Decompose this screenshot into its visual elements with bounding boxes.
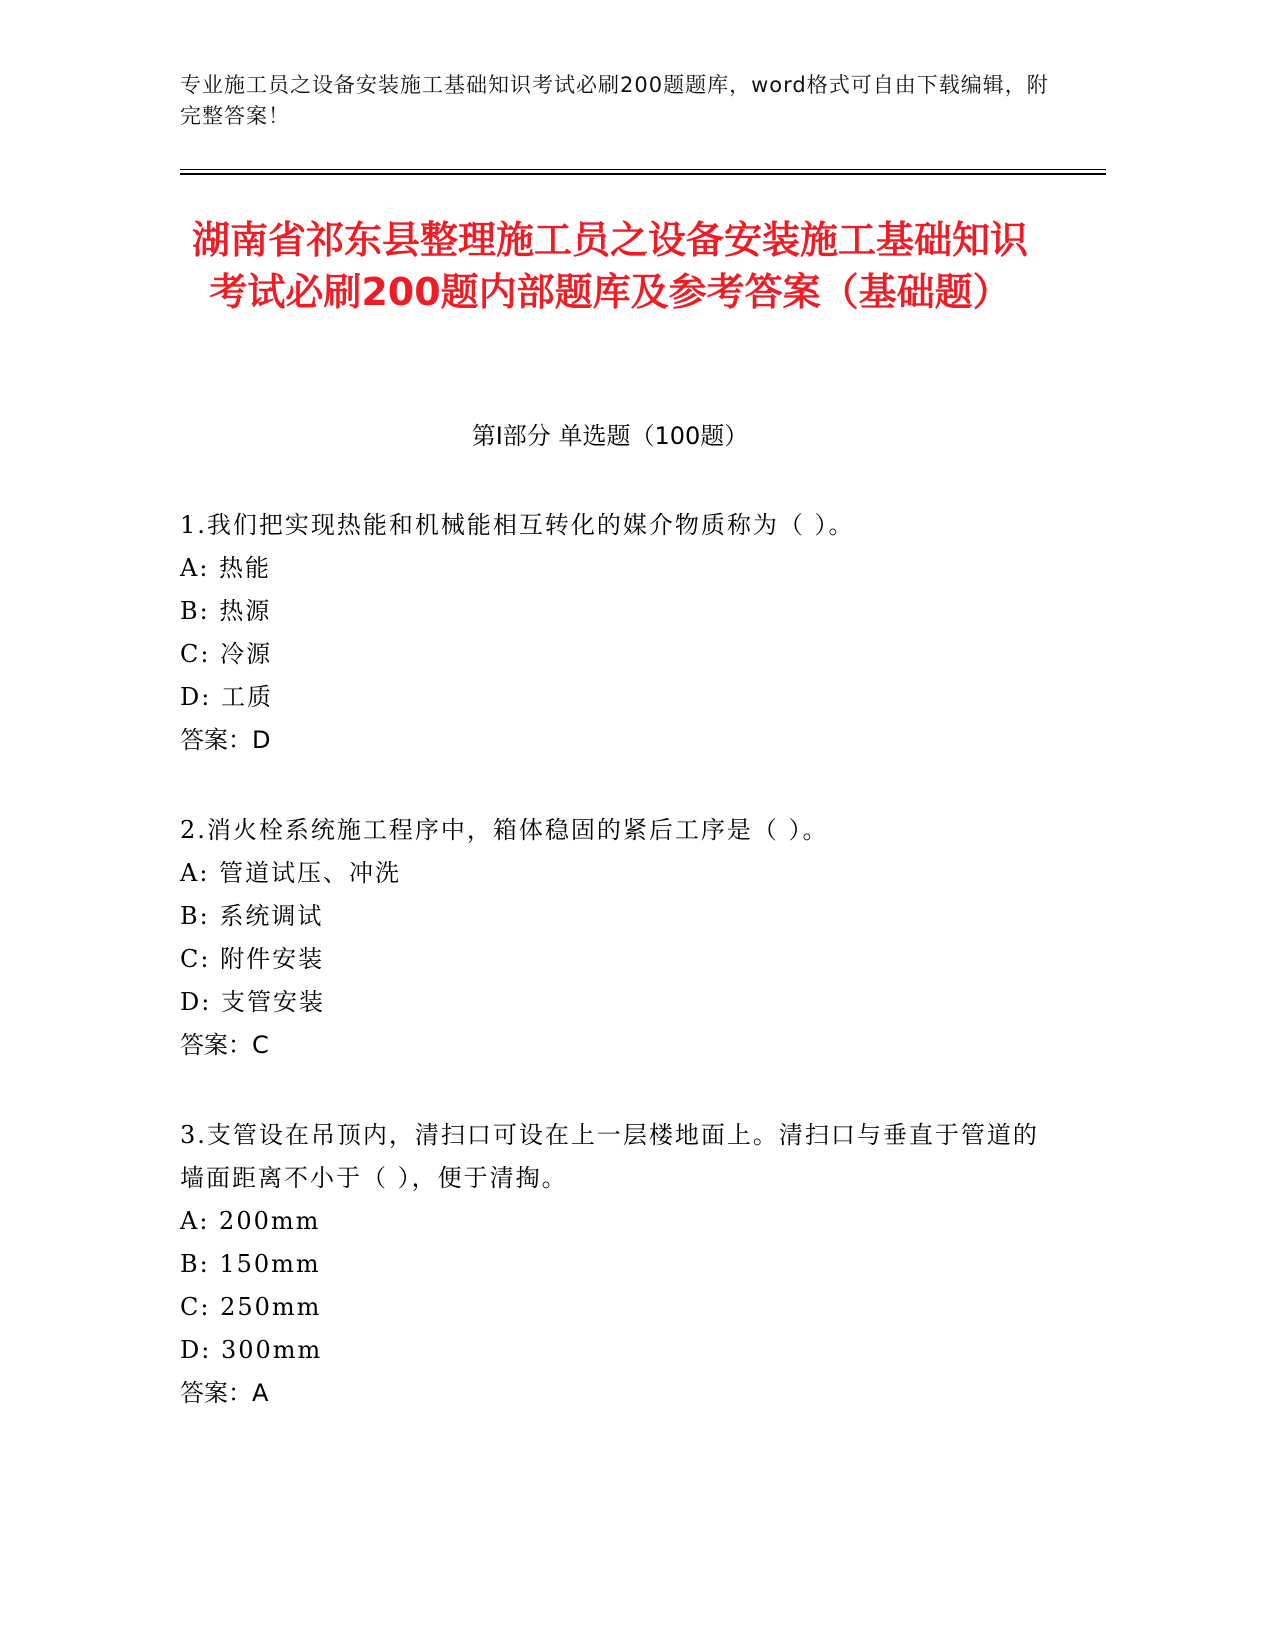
question-stem: 3.支管设在吊顶内，清扫口可设在上一层楼地面上。清扫口与垂直于管道的墙面距离不小于（ ），便于清掏。: [180, 1121, 1039, 1192]
option-a: A: 200mm: [180, 1207, 321, 1235]
option-d: D: 300mm: [180, 1336, 323, 1364]
question-stem: 2.消火栓系统施工程序中，箱体稳固的紧后工序是（ ）。: [180, 816, 829, 844]
option-d: D: 支管安装: [180, 988, 325, 1016]
option-a: A: 管道试压、冲洗: [180, 859, 402, 887]
question-stem: 1.我们把实现热能和机械能相互转化的媒介物质称为（ ）。: [180, 511, 855, 539]
answer-key: 答案：D: [180, 726, 271, 754]
section-heading: 第Ⅰ部分 单选题（100题）: [471, 422, 749, 450]
header-note: 专业施工员之设备安装施工基础知识考试必刷200题题库，word格式可自由下载编辑，附完整答案！: [180, 73, 1049, 128]
answer-key: 答案：A: [180, 1379, 269, 1407]
question-3: [180, 1114, 1040, 1415]
option-c: C: 附件安装: [180, 945, 325, 973]
option-b: B: 150mm: [180, 1250, 321, 1278]
question-2: [180, 809, 1040, 1067]
document-title: 湖南省祁东县整理施工员之设备安装施工基础知识考试必刷200题内部题库及参考答案（基础题）: [191, 218, 1028, 314]
header-divider-thin: [180, 169, 1106, 170]
header-divider-thick: [180, 173, 1106, 175]
option-d: D: 工质: [180, 683, 273, 711]
question-1: [180, 504, 1040, 762]
option-c: C: 250mm: [180, 1293, 322, 1321]
option-a: A: 热能: [180, 554, 272, 582]
option-b: B: 系统调试: [180, 902, 324, 930]
option-c: C: 冷源: [180, 640, 273, 668]
answer-key: 答案：C: [180, 1031, 269, 1059]
option-b: B: 热源: [180, 597, 272, 625]
